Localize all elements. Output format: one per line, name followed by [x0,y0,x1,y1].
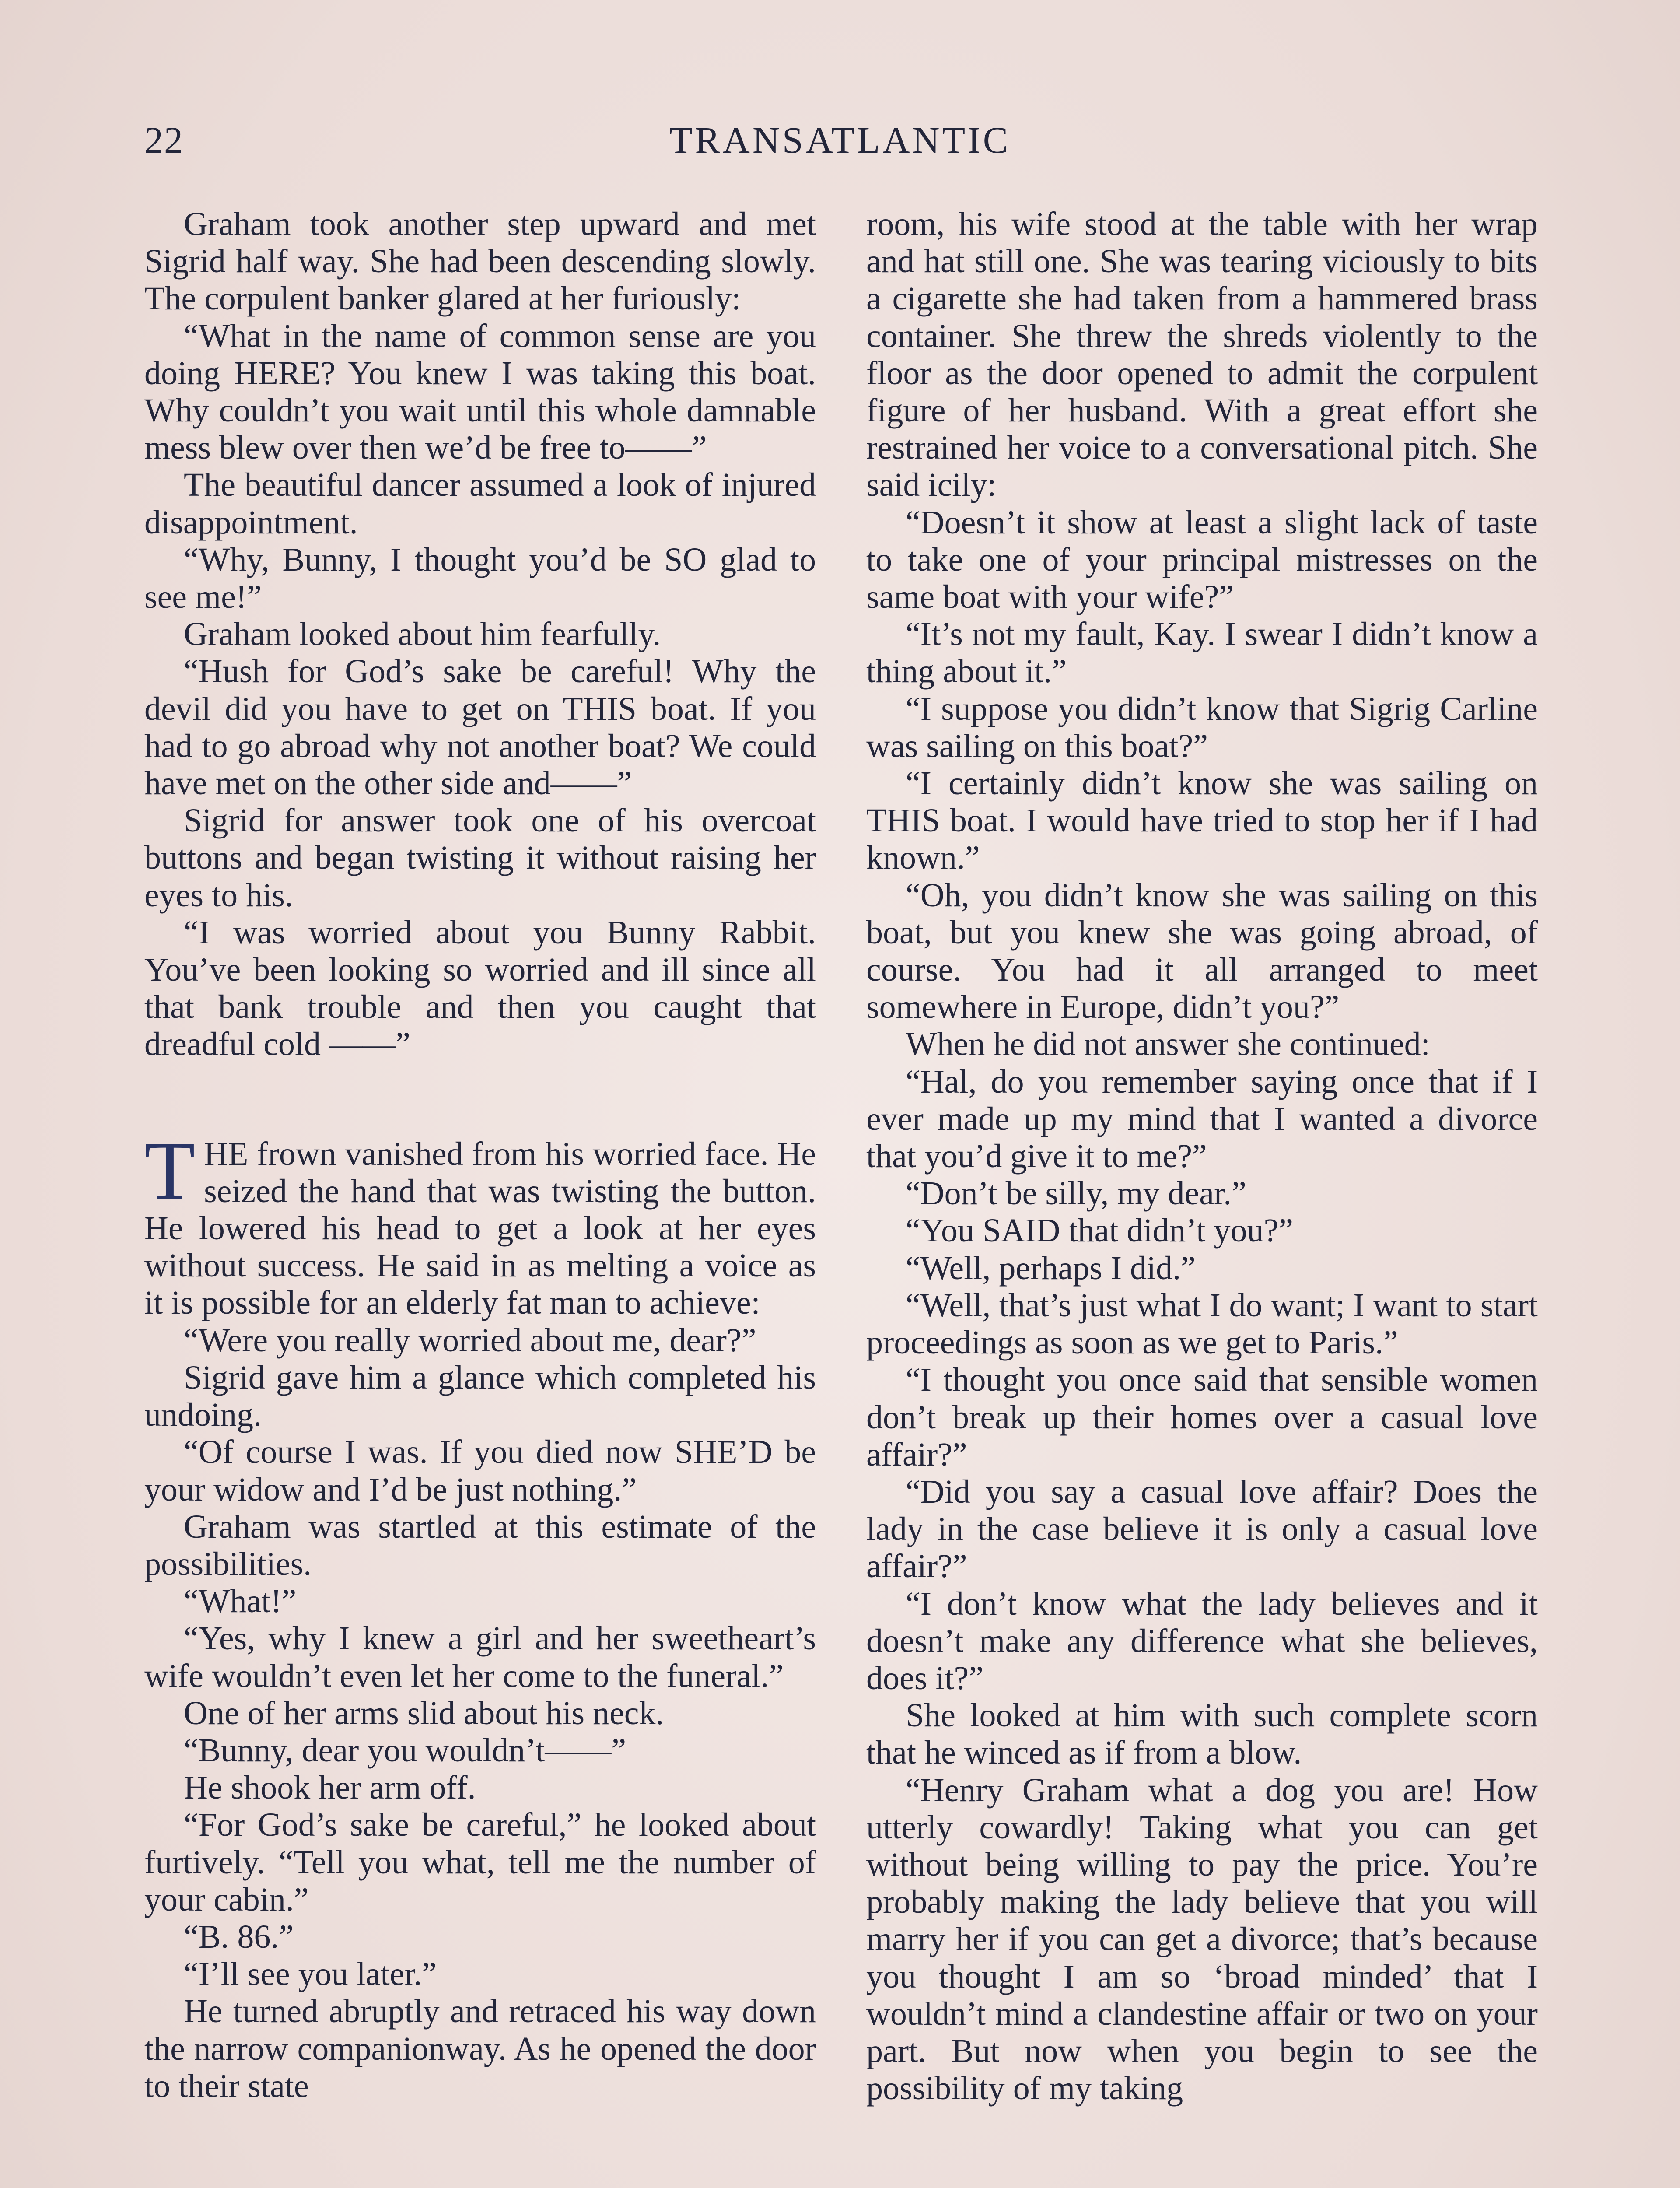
paragraph: Sigrid for answer took one of his overcoat buttons and began twisting it without raising her eyes to his. [144,802,816,914]
paragraph: The beautiful dancer assumed a look of injured disappointment. [144,466,816,541]
paragraph: “I don’t know what the lady believes and it doesn’t make any difference what she believes, does it?” [866,1585,1538,1697]
paragraph: “I thought you once said that sensible women don’t break up their homes over a casual love affair?” [866,1361,1538,1473]
paragraph: “I’ll see you later.” [184,1956,437,1993]
paragraph: “For God’s sake be careful,” he looked about furtively. “Tell you what, tell me the number of your cabin.” [144,1806,816,1918]
paragraph: “Hush for God’s sake be careful! Why the devil did you have to get on THIS boat. If you had to go abroad why not another boat? We could have met on the other side and——” [144,653,816,802]
paragraph: Graham took another step upward and met Sigrid half way. She had been descending slowly. The corpulent banker glared at her furiously: [144,206,816,317]
paragraph: Sigrid gave him a glance which completed his undoing. [144,1359,816,1434]
paragraph: One of her arms slid about his neck. [184,1694,664,1732]
right-column [866,206,1538,2107]
section-break [144,1063,816,1136]
page-header [144,118,1536,171]
paragraph: “Why, Bunny, I thought you’d be SO glad to see me!” [144,541,816,616]
drop-cap-letter: T [144,1125,196,1217]
paragraph: “Henry Graham what a dog you are! How utterly cowardly! Taking what you can get without being willing to pay the price. You’re probably making the lady believe that you will marry her if you can get a divorce; that’s because you thought I am so ‘broad minded’ that I wouldn’t mind a clandestine affair or two on your part. But now when you begin to see the possibility of my taking [866,1771,1538,2107]
paragraph: “Doesn’t it show at least a slight lack of taste to take one of your principal mistresses on the same boat with your wife?” [866,504,1538,616]
paragraph: “You SAID that didn’t you?” [906,1212,1293,1249]
paragraph: “Don’t be silly, my dear.” [906,1175,1246,1212]
paragraph: “Well, perhaps I did.” [906,1249,1196,1287]
paragraph: “I was worried about you Bunny Rabbit. You’ve been looking so worried and ill since all that bank trouble and then you caught that dreadful cold ——” [144,914,816,1063]
paragraph: “What!” [184,1583,297,1620]
paragraph: “Were you really worried about me, dear?” [184,1322,756,1359]
paragraph: “Did you say a casual love affair? Does the lady in the case believe it is only a casual love affair?” [866,1473,1538,1585]
paragraph: When he did not answer she continued: [906,1026,1430,1063]
paragraph: “Bunny, dear you wouldn’t——” [184,1732,626,1769]
paragraph: He shook her arm off. [184,1769,476,1806]
paragraph: “Oh, you didn’t know she was sailing on this boat, but you knew she was going abroad, of course. You had it all arranged to meet somewhere in Europe, didn’t you?” [866,877,1538,1026]
running-title: TRANSATLANTIC [669,119,1011,161]
paragraph: Graham looked about him fearfully. [184,616,661,653]
paragraph: She looked at him with such complete scorn that he winced as if from a blow. [866,1697,1538,1771]
continued-paragraph: room, his wife stood at the table with her wrap and hat still one. She was tearing viciously to bits a cigarette she had taken from a hammered brass container. She threw the shreds violently to the floor as the door opened to admit the corpulent figure of her husband. With a great effort she restrained her voice to a conversational pitch. She said icily: [866,206,1538,504]
paragraph: “Of course I was. If you died now SHE’D be your widow and I’d be just nothing.” [144,1434,816,1508]
drop-cap-paragraph [144,1125,816,1322]
paragraph: “B. 86.” [184,1918,294,1955]
drop-cap-paragraph-text: HE frown vanished from his worried face. He seized the hand that was twisting the button. He lowered his head to get a look at her eyes without success. He said in as melting a voice as it is possible for an elderly fat man to achieve: [144,1135,816,1322]
paragraph: “I certainly didn’t know she was sailing on THIS boat. I would have tried to stop her if I had known.” [866,765,1538,877]
paragraph: “Yes, why I knew a girl and her sweetheart’s wife wouldn’t even let her come to the funeral.” [144,1620,816,1694]
left-column [144,206,816,2105]
paragraph: “It’s not my fault, Kay. I swear I didn’t know a thing about it.” [866,616,1538,690]
paragraph: “Well, that’s just what I do want; I want to start proceedings as soon as we get to Paris.” [866,1287,1538,1361]
paragraph: “I suppose you didn’t know that Sigrig Carline was sailing on this boat?” [866,690,1538,764]
paragraph: “What in the name of common sense are you doing HERE? You knew I was taking this boat. Why couldn’t you wait until this whole damnable mess blew over then we’d be free to——” [144,317,816,466]
paragraph: He turned abruptly and retraced his way down the narrow companionway. As he opened the door to their state [144,1993,816,2104]
page-number: 22 [144,119,184,161]
paragraph: “Hal, do you remember saying once that if I ever made up my mind that I wanted a divorce that you’d give it to me?” [866,1063,1538,1175]
paragraph: Graham was startled at this estimate of the possibilities. [144,1508,816,1582]
